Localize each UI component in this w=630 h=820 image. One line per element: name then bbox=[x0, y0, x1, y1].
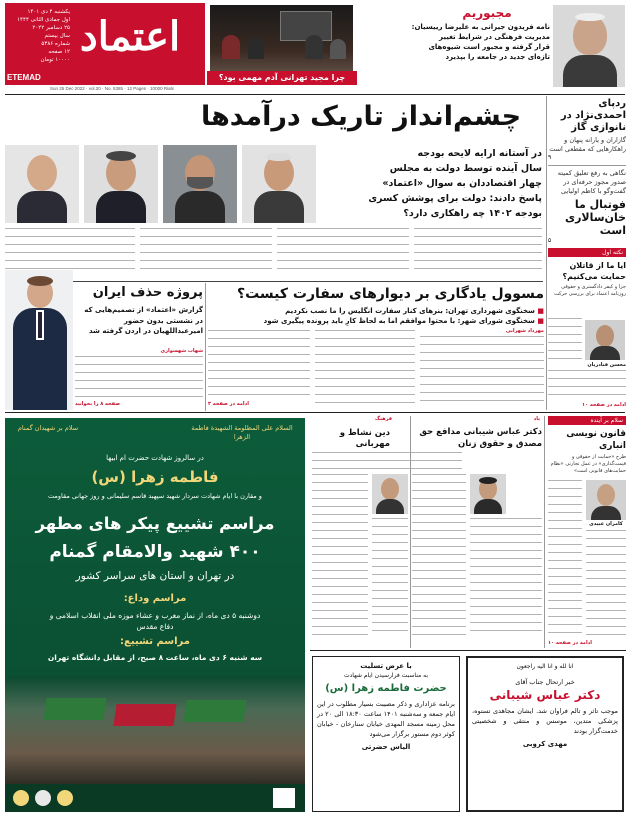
mid-body-4 bbox=[470, 518, 542, 638]
fanadrian-portrait bbox=[585, 320, 625, 360]
pages: ۱۲ صفحه bbox=[48, 49, 70, 55]
right-author: محسن فنادریان bbox=[587, 362, 626, 368]
top-promo-caption: چرا مجید تهرانی آدم مهمی بود؟ bbox=[207, 71, 357, 85]
ad-text-2: سه شنبه ۶ دی ماه، ساعت ۸ صبح، از مقابل دانشگاه تهران bbox=[47, 653, 263, 662]
ad-sub: و مقارن با ایام شهادت سردار شهید سپهبد قاسم سلیمانی و روز جهانی مقاومت bbox=[48, 492, 262, 500]
iran-body bbox=[75, 356, 203, 398]
top-promo-line4: تازه‌ای جدید در جامعه را بپذیرد bbox=[445, 53, 550, 61]
mid-divider-1 bbox=[410, 416, 411, 648]
ad-logo-3 bbox=[57, 790, 73, 806]
writer-portrait-mid-right bbox=[470, 474, 506, 514]
notice-right-signature: مهدی کروبی bbox=[522, 740, 568, 748]
right-h3: ایا ما از قاتلان حمایت می‌کنیم؟ bbox=[562, 261, 626, 281]
embassy-divider bbox=[205, 283, 206, 411]
embassy-body-3 bbox=[208, 330, 310, 398]
economist-portrait-3 bbox=[163, 145, 237, 223]
mid-h-mid: دکتر عباس شیبانی مدافع حق مصدق و حقوق زنان bbox=[419, 427, 542, 449]
notice-mid-l1: با عرض تسلیت bbox=[360, 662, 412, 670]
embassy-headline: مسوول یادگاری بر دیوارهای سفارت کیست؟ bbox=[236, 286, 544, 302]
mid-section-left: فرهنگ bbox=[374, 416, 392, 422]
obeidi-portrait bbox=[586, 480, 626, 520]
right-h2-intro: نگاهی به رفع تعلیق کمیته صدور مجوز حرفه‌ای در گفت‌وگو با کاظم اولیایی bbox=[557, 169, 626, 195]
top-promo-line2: مدیریت فرهنگی در شرایط تغییر bbox=[439, 33, 550, 41]
top-promo-line3: قرار گرفته و مجبور است شیوه‌های bbox=[428, 43, 550, 51]
notice-right-title: دکتر عباس شیبانی bbox=[489, 688, 601, 702]
economist-portrait-1 bbox=[5, 145, 79, 223]
ad-logo-2 bbox=[35, 790, 51, 806]
ad-name: فاطمه زهرا (س) bbox=[91, 468, 219, 486]
main-body-col-3 bbox=[277, 228, 409, 270]
ad-coffins bbox=[45, 698, 265, 738]
ad-salute-left: سلام بر شهیدان گمنام bbox=[17, 424, 79, 432]
masthead-latin-name: ETEMAD bbox=[7, 73, 41, 82]
year: سال بیستم bbox=[44, 33, 70, 39]
mid-right-intro: طرح «حمایت از حقوقی و قیمت‌گذاری» در عمل تجارتی «نظام حمایت‌های قانونی است» bbox=[550, 454, 626, 474]
right-box-label: نکته اول bbox=[548, 248, 626, 257]
iran-more: صفحه ۸ را بخوانید bbox=[75, 401, 121, 407]
top-promo-line1: نامه فریدون جیرانی به علیرضا رییسیان: bbox=[411, 23, 550, 31]
economist-portrait-2 bbox=[84, 145, 158, 223]
ad-text-1: دوشنبه ۵ دی ماه، از نماز مغرب و عشاء موزه ملی انقلاب اسلامی و دفاع مقدس bbox=[49, 611, 261, 631]
mid-right-body bbox=[548, 480, 582, 638]
main-lead-3: چهار اقتصاددان به سوال «اعتماد» bbox=[382, 178, 542, 189]
notice-right bbox=[466, 656, 624, 812]
right-col-text-beside bbox=[548, 318, 582, 360]
ad-title-3: در تهران و استان های سراسر کشور bbox=[75, 570, 235, 582]
mid-h-right: قانون نویسی انباری bbox=[566, 429, 626, 451]
right-h1-text: گازاران و یارانه پنهان و راهکارهایی که مقطعی است bbox=[549, 136, 626, 153]
iran-sub: گزارش «اعتماد» از تصمیم‌هایی که در نشستی بدون حضور امیرعبداللهیان در اردن گرفته شد bbox=[84, 306, 203, 335]
ad-logo-4 bbox=[273, 788, 295, 808]
top-promo-text bbox=[360, 22, 550, 62]
economist-portrait-4 bbox=[242, 145, 316, 223]
mid-h-left: دین نشاط و مهربانی bbox=[339, 428, 390, 449]
tv-studio-photo bbox=[210, 5, 353, 71]
date-fa: یکشنبه ۴ دی ۱۴۰۱ bbox=[27, 9, 70, 15]
main-headline: چشم‌انداز تاریک درآمدها bbox=[200, 101, 522, 132]
right-more: ادامه در صفحه ۱۰ bbox=[582, 402, 626, 408]
ad-title-2: ۴۰۰ شهید والامقام گمنام bbox=[49, 542, 261, 562]
notice-mid-body: برنامه عزاداری و ذکر مصیبت بسیار مطلوب در این ایام جمعه و سه‌شنبه ۱۴۰۱ ساعت ۱۸:۳۰ الی ۲۰ در محل زمینه مسجد المهدی خیابان سنارخان - خیابان کوثر دوم مستور برگزار می‌شود bbox=[317, 700, 456, 738]
date-en: ۲۵ دسامبر ۲۰۲۲ bbox=[32, 25, 70, 31]
embassy-body-2 bbox=[315, 330, 415, 408]
ad-title-1: مراسم تشییع پیکر های مطهر bbox=[35, 514, 275, 533]
writer-portrait-mid-left bbox=[372, 474, 408, 514]
embassy-byline: مهرداد شهرابی bbox=[505, 328, 544, 334]
issue: شماره ۵۳۸۶ bbox=[41, 41, 70, 47]
main-rule bbox=[5, 281, 543, 282]
mid-divider-2 bbox=[544, 416, 545, 648]
main-body-col-4 bbox=[414, 228, 542, 270]
mid-body-3 bbox=[412, 474, 466, 638]
ad-label-1: مراسم وداع: bbox=[123, 593, 187, 604]
ad-label-2: مراسم تشییع: bbox=[120, 636, 190, 647]
main-body-col-2 bbox=[140, 228, 272, 270]
embassy-bullet-1-text: سخنگوی شهرداری تهران: بنرهای کنار سفارت انگلیس را ما نصب نکردیم bbox=[285, 307, 535, 315]
right-h2-num: ۵ bbox=[548, 237, 552, 244]
mid-body-2 bbox=[372, 518, 408, 638]
notice-mid-title: حضرت فاطمه زهرا (س) bbox=[325, 683, 447, 694]
mid-right-body-2 bbox=[586, 530, 626, 638]
embassy-bullet-2: ■ سخنگوی شورای شهر: با محتوا موافقم اما به لحاظ کارِ باید پرونده پیگیری شود bbox=[263, 317, 544, 325]
iran-headline: پروژه حذف ایران bbox=[92, 285, 203, 300]
mid-more: ادامه در صفحه ۱۰ bbox=[548, 640, 592, 646]
price: ۱۰۰۰۰ تومان bbox=[40, 57, 70, 63]
notice-right-body: موجب تاثر و تالم فراوان شد. ایشان مجاهدی تستوه، پزشکی متدین، موسس و منتقی و شخصیتی خدمت‌گزار بودند bbox=[472, 707, 618, 735]
mid-box-label: سلام بر آینده bbox=[548, 416, 626, 425]
main-lead-5: بودجه ۱۴۰۲ چه راهکاری دارد؟ bbox=[403, 208, 542, 219]
masthead-rule bbox=[5, 94, 625, 95]
masthead-logo: اعتماد bbox=[79, 13, 181, 60]
main-lead-2: سال آینده توسط دولت به مجلس bbox=[389, 163, 542, 174]
ad-logo-1 bbox=[13, 790, 29, 806]
lower-rule bbox=[310, 650, 626, 651]
mid-rule bbox=[5, 412, 625, 413]
embassy-bullet-2-text: سخنگوی شورای شهر: با محتوا موافقم اما به لحاظ کارِ باید پرونده پیگیری شود bbox=[263, 317, 535, 325]
top-promo-section: مجبوریم bbox=[462, 6, 512, 20]
iran-byline: شهاب شهسواری bbox=[160, 348, 203, 354]
notice-mid bbox=[312, 656, 460, 812]
notice-mid-l2: به مناسبت فرارسیدن ایام شهادت bbox=[343, 672, 429, 679]
right-h3-intro: جزا و کیفر دادگستری و حقوقی روزنامه اعتماد برای بررسی حرکت bbox=[554, 284, 626, 297]
notice-right-l1: انا لله و انا الیه راجعون bbox=[516, 663, 574, 670]
right-h1-num: ۹ bbox=[548, 154, 552, 161]
right-col-divider bbox=[546, 96, 547, 410]
right-column bbox=[548, 98, 626, 298]
right-col-text bbox=[548, 370, 626, 398]
main-body-col-1 bbox=[5, 228, 135, 270]
embassy-bullet-1: ■ سخنگوی شهرداری تهران: بنرهای کنار سفارت انگلیس را ما نصب نکردیم bbox=[285, 307, 544, 315]
embassy-bullets bbox=[208, 306, 544, 326]
mid-right-author: کامران عبیدی bbox=[589, 521, 623, 527]
notice-right-l2: خبر ارتحال جناب آقای bbox=[515, 678, 575, 686]
ad-salute-right: السلام علی المظلومة الشهیدة فاطمة الزهرا bbox=[191, 424, 293, 441]
memorial-ad bbox=[5, 418, 305, 812]
embassy-more: ادامه در صفحه ۳ bbox=[208, 401, 249, 407]
mid-body-1 bbox=[312, 474, 368, 638]
mid-left-intro bbox=[312, 452, 462, 470]
masthead-latin-line: Sun 25 Dec 2022 · vol.20 · No. 5385 · 12 Pages · 10000 Rials bbox=[50, 86, 174, 91]
embassy-body-1 bbox=[420, 336, 544, 408]
notice-mid-signature: الیاس حضرتی bbox=[361, 743, 411, 751]
right-h2: فوتبال ما خان‌سالاری است bbox=[565, 198, 626, 237]
ad-intro: در سالروز شهادت حضرت ام ابیها bbox=[106, 454, 204, 462]
macron-photo bbox=[5, 270, 73, 410]
mid-section-right: یاد bbox=[533, 416, 540, 422]
masthead-date-info bbox=[8, 8, 70, 64]
main-lead-4: پاسخ دادند: دولت برای پوشش کسری bbox=[368, 193, 542, 204]
main-lead-1: در آستانه ارایه لایحه بودجه bbox=[417, 148, 542, 159]
main-lead bbox=[322, 146, 542, 221]
right-h1: ردپای احمدی‌نژاد در نانوازی گاز bbox=[560, 98, 626, 133]
date-ar: اول جمادی الثانی ۱۴۴۴ bbox=[17, 17, 70, 23]
jeyrani-portrait bbox=[553, 5, 625, 87]
